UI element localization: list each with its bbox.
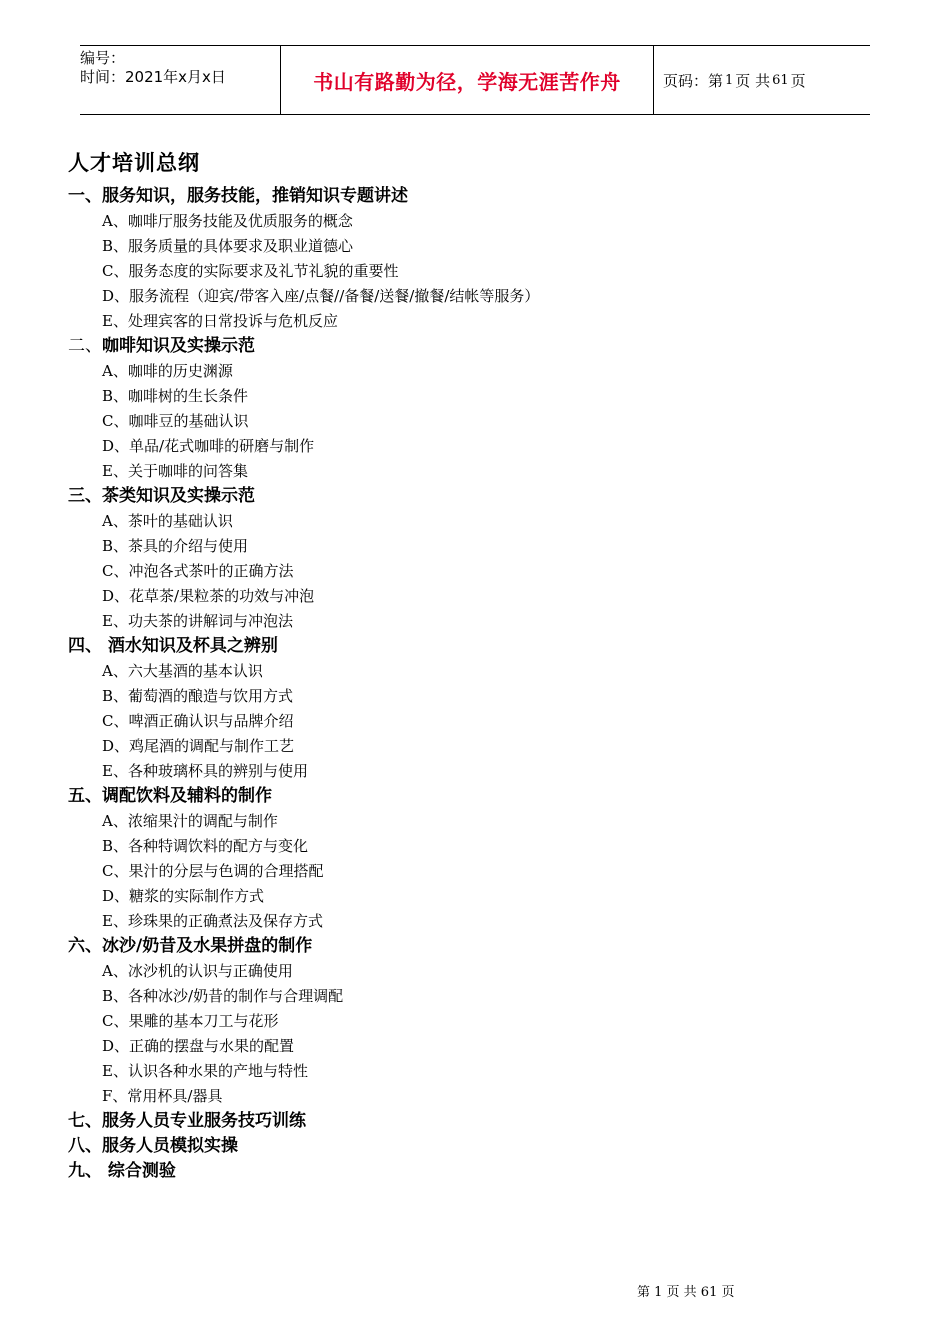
outline-section (68, 334, 888, 484)
document-title: 人才培训总纲 (68, 150, 200, 175)
outline-item: D、糖浆的实际制作方式 (102, 887, 265, 905)
page-suffix: 页 (790, 71, 806, 90)
number-label: 编号： (80, 49, 126, 67)
outline-item: D、单品/花式咖啡的研磨与制作 (102, 437, 315, 455)
outline-item: E、功夫茶的讲解词与冲泡法 (102, 612, 293, 630)
outline-section (68, 184, 888, 334)
outline-item: A、六大基酒的基本认识 (102, 662, 263, 680)
section-heading: 五、调配饮料及辅料的制作 (68, 786, 272, 806)
outline-item: C、咖啡豆的基础认识 (102, 412, 249, 430)
section-heading: 九、 综合测验 (68, 1161, 176, 1181)
page-footer: 第 1 页 共 61 页 (637, 1285, 735, 1300)
outline-item: B、服务质量的具体要求及职业道德心 (102, 237, 354, 255)
page-mid: 页 共 (735, 71, 771, 90)
outline-item: A、茶叶的基础认识 (102, 512, 233, 530)
header-page-info (654, 46, 870, 114)
outline-item: D、正确的摆盘与水果的配置 (102, 1037, 295, 1055)
document-body (68, 150, 888, 1184)
header-motto: 书山有路勤为径，学海无涯苦作舟 (281, 46, 654, 114)
section-heading: 七、服务人员专业服务技巧训练 (68, 1111, 306, 1131)
outline-item: B、葡萄酒的酿造与饮用方式 (102, 687, 294, 705)
section-heading: 八、服务人员模拟实操 (68, 1136, 238, 1156)
time-label: 时间：2021年x月x日 (80, 68, 226, 86)
section-heading: 四、 酒水知识及杯具之辨别 (68, 636, 278, 656)
outline-item: A、浓缩果汁的调配与制作 (102, 812, 278, 830)
section-heading (68, 334, 888, 359)
section-heading: 三、茶类知识及实操示范 (68, 486, 255, 506)
section-heading: 六、冰沙/奶昔及水果拼盘的制作 (68, 936, 313, 956)
section-heading: 一、服务知识，服务技能，推销知识专题讲述 (68, 186, 408, 206)
outline-section (68, 784, 888, 934)
page-total: 61 (772, 72, 789, 88)
outline-item: D、花草茶/果粒茶的功效与冲泡 (102, 587, 315, 605)
outline-item: A、冰沙机的认识与正确使用 (102, 962, 293, 980)
outline-item: D、鸡尾酒的调配与制作工艺 (102, 737, 295, 755)
outline-item: B、咖啡树的生长条件 (102, 387, 249, 405)
outline-item: E、各种玻璃杯具的辨别与使用 (102, 762, 308, 780)
outline-section (68, 484, 888, 634)
outline-section (68, 634, 888, 784)
outline (68, 184, 888, 1184)
outline-item: F、常用杯具/器具 (102, 1087, 223, 1105)
outline-item: B、各种冰沙/奶昔的制作与合理调配 (102, 987, 344, 1005)
outline-section (68, 1109, 888, 1134)
outline-section (68, 934, 888, 1109)
outline-item: C、冲泡各式茶叶的正确方法 (102, 562, 294, 580)
outline-item: C、果汁的分层与色调的合理搭配 (102, 862, 324, 880)
outline-item: A、咖啡厅服务技能及优质服务的概念 (102, 212, 353, 230)
outline-section (68, 1134, 888, 1159)
outline-section (68, 1159, 888, 1184)
outline-item: B、茶具的介绍与使用 (102, 537, 249, 555)
outline-item: C、服务态度的实际要求及礼节礼貌的重要性 (102, 262, 399, 280)
outline-item: A、咖啡的历史渊源 (102, 362, 233, 380)
outline-item: E、珍珠果的正确煮法及保存方式 (102, 912, 323, 930)
section-number: 二、 (68, 336, 102, 356)
outline-item: D、服务流程（迎宾/带客入座/点餐//备餐/送餐/撤餐/结帐等服务） (102, 287, 540, 305)
outline-item: C、啤酒正确认识与品牌介绍 (102, 712, 294, 730)
page-current: 1 (725, 72, 734, 88)
page-header (80, 45, 870, 115)
header-left-cell (80, 46, 281, 114)
page-prefix: 页码：第 (663, 71, 724, 90)
outline-item: B、各种特调饮料的配方与变化 (102, 837, 309, 855)
outline-item: E、处理宾客的日常投诉与危机反应 (102, 312, 338, 330)
section-heading-text: 咖啡知识及实操示范 (102, 336, 255, 356)
outline-item: C、果雕的基本刀工与花形 (102, 1012, 279, 1030)
outline-item: E、关于咖啡的问答集 (102, 462, 248, 480)
outline-item: E、认识各种水果的产地与特性 (102, 1062, 308, 1080)
